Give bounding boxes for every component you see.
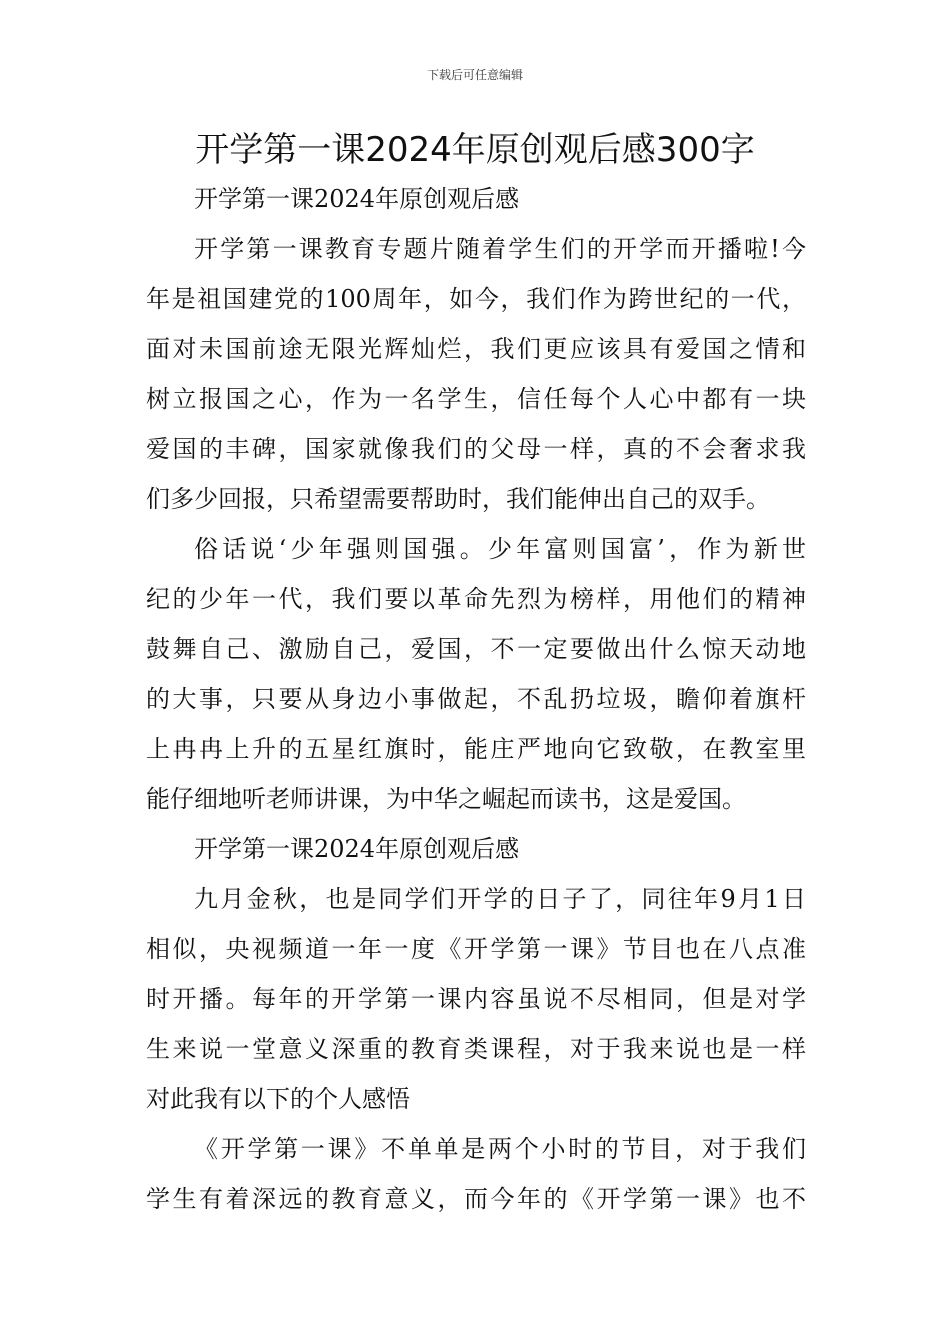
document-title: 开学第一课2024年原创观后感300字 bbox=[195, 130, 755, 170]
text-line: 能仔细地听老师讲课，为中华之崛起而读书，这是爱国。 bbox=[146, 785, 746, 813]
text-line: 鼓舞自己、激励自己，爱国，不一定要做出什么惊天动地 bbox=[146, 635, 806, 663]
text-line: 纪的少年一代，我们要以革命先烈为榜样，用他们的精神 bbox=[146, 585, 806, 613]
page-header-note: 下载后可任意编辑 bbox=[426, 68, 523, 82]
text-line: 时开播。每年的开学第一课内容虽说不尽相同，但是对学 bbox=[146, 985, 806, 1013]
text-line: 九月金秋，也是同学们开学的日子了，同往年9月1日 bbox=[194, 885, 806, 913]
text-line: 们多少回报，只希望需要帮助时，我们能伸出自己的双手。 bbox=[146, 485, 770, 513]
text-line: 开学第一课教育专题片随着学生们的开学而开播啦!今 bbox=[194, 235, 806, 263]
text-line: 上冉冉上升的五星红旗时，能庄严地向它致敬，在教室里 bbox=[146, 735, 806, 763]
text-line: 年是祖国建党的100周年，如今，我们作为跨世纪的一代， bbox=[146, 285, 806, 313]
text-line: 俗话说‘少年强则国强。少年富则国富’，作为新世 bbox=[194, 535, 806, 563]
text-line: 相似，央视频道一年一度《开学第一课》节目也在八点准 bbox=[146, 935, 806, 963]
document-body bbox=[146, 174, 806, 1224]
text-line: 《开学第一课》不单单是两个小时的节目，对于我们 bbox=[194, 1135, 806, 1163]
text-line: 生来说一堂意义深重的教育类课程，对于我来说也是一样 bbox=[146, 1035, 806, 1063]
text-line: 对此我有以下的个人感悟 bbox=[146, 1085, 410, 1113]
section-heading: 开学第一课2024年原创观后感 bbox=[194, 185, 520, 213]
text-line: 学生有着深远的教育意义，而今年的《开学第一课》也不 bbox=[146, 1185, 806, 1213]
text-line: 的大事，只要从身边小事做起，不乱扔垃圾，瞻仰着旗杆 bbox=[146, 685, 806, 713]
section-heading: 开学第一课2024年原创观后感 bbox=[194, 835, 520, 863]
text-line: 面对未国前途无限光辉灿烂，我们更应该具有爱国之情和 bbox=[146, 335, 806, 363]
text-line: 树立报国之心，作为一名学生，信任每个人心中都有一块 bbox=[146, 385, 806, 413]
text-line: 爱国的丰碑，国家就像我们的父母一样，真的不会奢求我 bbox=[146, 435, 806, 463]
